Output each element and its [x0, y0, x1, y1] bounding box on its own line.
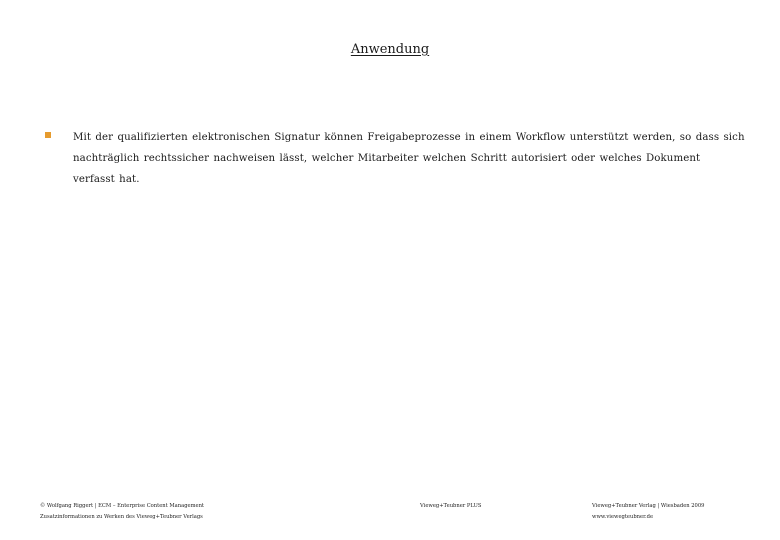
footer-copyright: © Wolfgang Riggert | ECM – Enterprise Content Management [40, 503, 204, 509]
footer-plus: Vieweg+Teubner PLUS [420, 503, 482, 509]
square-bullet-icon [45, 132, 51, 138]
footer-website: www.viewegteubner.de [592, 514, 654, 520]
footer-publisher: Vieweg+Teubner Verlag | Wiesbaden 2009 [592, 503, 705, 509]
bullet-item [45, 127, 745, 190]
slide-title: Anwendung [350, 42, 430, 57]
footer-info: Zusatzinformationen zu Werken des Vieweg+Teubner Verlags [40, 514, 203, 520]
footer-left [40, 501, 204, 523]
bullet-text: Mit der qualifizierten elektronischen Signatur können Freigabeprozesse in einem Workflow unterstützt werden, so dass sich nachträglich rechtssicher nachweisen lässt, welcher Mitarbeiter welchen Schritt autorisiert oder welches Dokument verfasst hat. [73, 132, 745, 185]
footer-right [592, 501, 704, 523]
footer-middle [420, 501, 481, 512]
